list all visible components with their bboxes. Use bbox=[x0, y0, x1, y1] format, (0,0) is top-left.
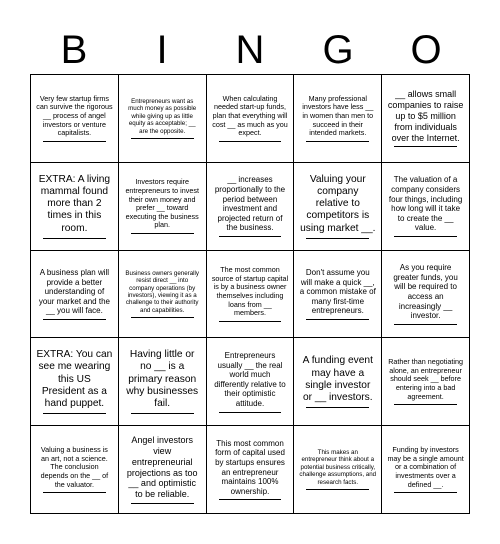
bingo-cell[interactable] bbox=[294, 426, 382, 514]
answer-line bbox=[43, 238, 106, 239]
answer-line bbox=[131, 317, 194, 318]
answer-line bbox=[219, 141, 282, 142]
answer-line bbox=[306, 489, 369, 490]
bingo-cell[interactable] bbox=[294, 163, 382, 251]
cell-text: This makes an entrepreneur think about a potential business critically, challenge assumptions, and research facts. bbox=[299, 449, 377, 486]
bingo-cell[interactable] bbox=[207, 163, 295, 251]
bingo-cell[interactable] bbox=[207, 75, 295, 163]
cell-text: Rather than negotiating alone, an entrepreneur should seek __ before entering into a bad agreement. bbox=[388, 357, 463, 401]
cell-text: Valuing your company relative to competitors is using market __. bbox=[300, 173, 376, 234]
header-letter-g: G bbox=[322, 28, 354, 72]
answer-line bbox=[131, 413, 194, 414]
cell-text: Investors require entrepreneurs to invest their own money and prefer __ toward executing the business plan. bbox=[125, 177, 199, 230]
bingo-cell[interactable] bbox=[207, 251, 295, 339]
cell-text: Very few startup firms can survive the rigorous __ process of angel investors or venture capitalists. bbox=[36, 93, 113, 138]
bingo-cell[interactable] bbox=[382, 163, 470, 251]
bingo-header bbox=[30, 28, 470, 72]
bingo-cell[interactable] bbox=[31, 426, 119, 514]
answer-line bbox=[43, 413, 106, 414]
cell-text: Funding by investors may be a single amount or a combination of investments over a defined __. bbox=[387, 444, 464, 489]
header-letter-n: N bbox=[235, 28, 265, 72]
answer-line bbox=[306, 238, 369, 239]
answer-line bbox=[306, 319, 369, 320]
bingo-cell[interactable] bbox=[382, 75, 470, 163]
header-letter-b: B bbox=[60, 28, 88, 72]
cell-text: __ allows small companies to raise up to $5 million from individuals over the Internet. bbox=[387, 89, 464, 143]
bingo-cell[interactable] bbox=[294, 338, 382, 426]
cell-text: Entrepreneurs usually __ the real world much differently relative to their optimistic attitude. bbox=[214, 351, 286, 408]
cell-text: Don't assume you will make a quick __, a common mistake of many first-time entrepreneurs. bbox=[299, 268, 376, 316]
answer-line bbox=[394, 146, 457, 147]
bingo-cell[interactable] bbox=[31, 163, 119, 251]
answer-line bbox=[306, 141, 369, 142]
answer-line bbox=[131, 233, 194, 234]
answer-line bbox=[219, 412, 282, 413]
bingo-cell[interactable] bbox=[207, 426, 295, 514]
cell-text: Angel investors view entrepreneurial projections as too __ and optimistic to be reliable. bbox=[126, 435, 198, 500]
header-letter-i: I bbox=[156, 28, 168, 72]
answer-line bbox=[394, 492, 457, 493]
bingo-cell[interactable] bbox=[382, 251, 470, 339]
cell-text: A business plan will provide a better understanding of your market and the __ you will face. bbox=[38, 268, 110, 316]
bingo-cell[interactable] bbox=[207, 338, 295, 426]
answer-line bbox=[219, 321, 282, 322]
cell-text: Many professional investors have less __ in women than men to succeed in their intended markets. bbox=[302, 93, 374, 138]
answer-line bbox=[43, 319, 106, 320]
bingo-cell[interactable] bbox=[31, 251, 119, 339]
bingo-cell[interactable] bbox=[119, 426, 207, 514]
bingo-cell[interactable] bbox=[382, 338, 470, 426]
cell-text: The valuation of a company considers four things, including how long will it take to create the __ value. bbox=[388, 175, 463, 233]
cell-text: When calculating needed start-up funds, plan that everything will cost __ as much as you expect. bbox=[212, 93, 288, 138]
cell-text: EXTRA: You can see me wearing this US President as a hand puppet. bbox=[36, 349, 113, 410]
answer-line bbox=[131, 503, 194, 504]
answer-line bbox=[131, 138, 194, 139]
answer-line bbox=[306, 407, 369, 408]
answer-line bbox=[394, 236, 457, 237]
bingo-cell[interactable] bbox=[31, 75, 119, 163]
answer-line bbox=[43, 492, 106, 493]
answer-line bbox=[394, 404, 457, 405]
cell-text: The most common source of startup capital is by a business owner themselves including loans from __ members. bbox=[211, 265, 289, 318]
bingo-cell[interactable] bbox=[119, 163, 207, 251]
bingo-cell[interactable] bbox=[294, 75, 382, 163]
bingo-cell[interactable] bbox=[119, 75, 207, 163]
answer-line bbox=[219, 236, 282, 237]
bingo-cell[interactable] bbox=[119, 251, 207, 339]
bingo-cell[interactable] bbox=[31, 338, 119, 426]
cell-text: Having little or no __ is a primary reason why businesses fail. bbox=[126, 349, 199, 410]
bingo-cell[interactable] bbox=[119, 338, 207, 426]
cell-text: Entrepreneurs want as much money as possible while giving up as little equity as acceptable; __ are the opposite. bbox=[128, 97, 197, 135]
bingo-grid bbox=[30, 74, 470, 514]
cell-text: __ increases proportionally to the period between investment and projected return of the business. bbox=[214, 175, 286, 233]
answer-line bbox=[219, 499, 282, 500]
cell-text: Valuing a business is an art, not a science. The conclusion depends on the __ of the valuator. bbox=[40, 444, 109, 489]
answer-line bbox=[394, 324, 457, 325]
cell-text: This most common form of capital used by startups ensures an entrepreneur maintains 100% ownership. bbox=[215, 438, 285, 496]
cell-text: A funding event may have a single investor or __ investors. bbox=[302, 355, 373, 404]
cell-text: Business owners generally resist direct __ into company operations (by investors), viewing it as a challenge to their authority and capabilities. bbox=[125, 269, 199, 314]
bingo-cell[interactable] bbox=[294, 251, 382, 339]
bingo-cell[interactable] bbox=[382, 426, 470, 514]
answer-line bbox=[43, 141, 106, 142]
cell-text: EXTRA: A living mammal found more than 2 times in this room. bbox=[38, 173, 111, 234]
header-letter-o: O bbox=[410, 28, 442, 72]
cell-text: As you require greater funds, you will be required to access an increasingly __ investor. bbox=[393, 263, 458, 321]
